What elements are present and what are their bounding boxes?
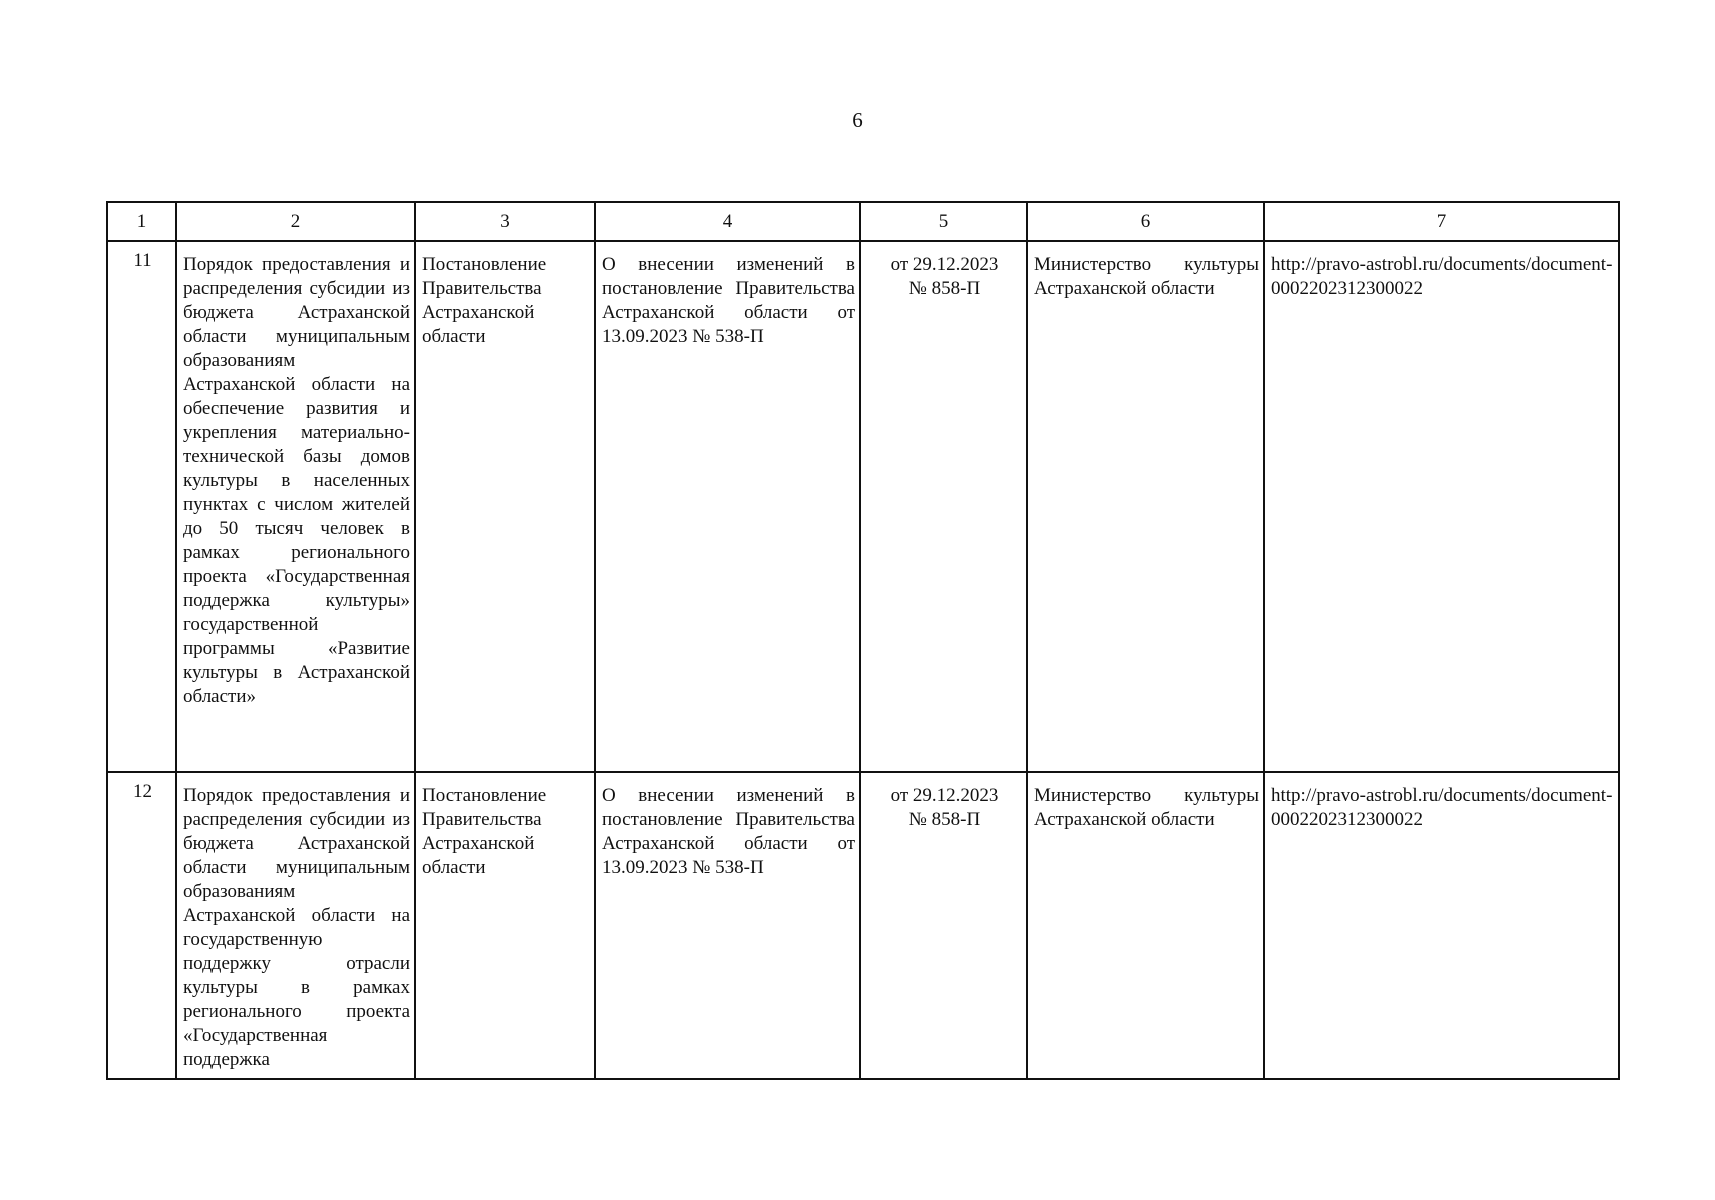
act-date-number: [860, 241, 1027, 772]
act-number: № 858-П: [908, 809, 981, 830]
act-title: О внесении изменений в постановление Правительства Астраханской области от 13.09.2023 № 538-П: [595, 241, 860, 772]
act-title: О внесении изменений в постановление Правительства Астраханской области от 13.09.2023 № 538-П: [595, 772, 860, 1079]
row-number: 11: [107, 241, 176, 772]
header-cell: 6: [1027, 202, 1264, 241]
header-cell: 5: [860, 202, 1027, 241]
act-date: от 29.12.2023: [890, 785, 999, 806]
procedure-name: Порядок предоставления и распределения субсидии из бюджета Астраханской области муниципальным образованиям Астраханской области на обеспечение развития и укрепления материально-технической базы домов культуры в населенных пунктах с числом жителей до 50 тысяч человек в рамках регионального проекта «Государственная поддержка культуры» государственной программы «Развитие культуры в Астраханской области»: [176, 241, 415, 772]
table-header-row: [107, 202, 1619, 241]
header-cell: 3: [415, 202, 595, 241]
act-date: от 29.12.2023: [890, 254, 999, 275]
header-cell: 4: [595, 202, 860, 241]
header-cell: 7: [1264, 202, 1619, 241]
table-row: [107, 241, 1619, 772]
header-cell: 1: [107, 202, 176, 241]
act-type: Постановление Правительства Астраханской области: [415, 772, 595, 1079]
document-url: http://pravo-astrobl.ru/documents/document-0002202312300022: [1264, 241, 1619, 772]
document-table: [106, 201, 1620, 1080]
document-url: http://pravo-astrobl.ru/documents/document-0002202312300022: [1264, 772, 1619, 1079]
act-number: № 858-П: [908, 278, 981, 299]
responsible-body: Министерство культуры Астраханской области: [1027, 241, 1264, 772]
row-number: 12: [107, 772, 176, 1079]
responsible-body: Министерство культуры Астраханской области: [1027, 772, 1264, 1079]
act-type: Постановление Правительства Астраханской области: [415, 241, 595, 772]
table-row: [107, 772, 1619, 1079]
act-date-number: [860, 772, 1027, 1079]
header-cell: 2: [176, 202, 415, 241]
page-number: 6: [852, 108, 863, 132]
procedure-name: Порядок предоставления и распределения субсидии из бюджета Астраханской области муниципальным образованиям Астраханской области на государственную поддержку отрасли культуры в рамках регионального проекта «Государственная поддержка: [176, 772, 415, 1079]
